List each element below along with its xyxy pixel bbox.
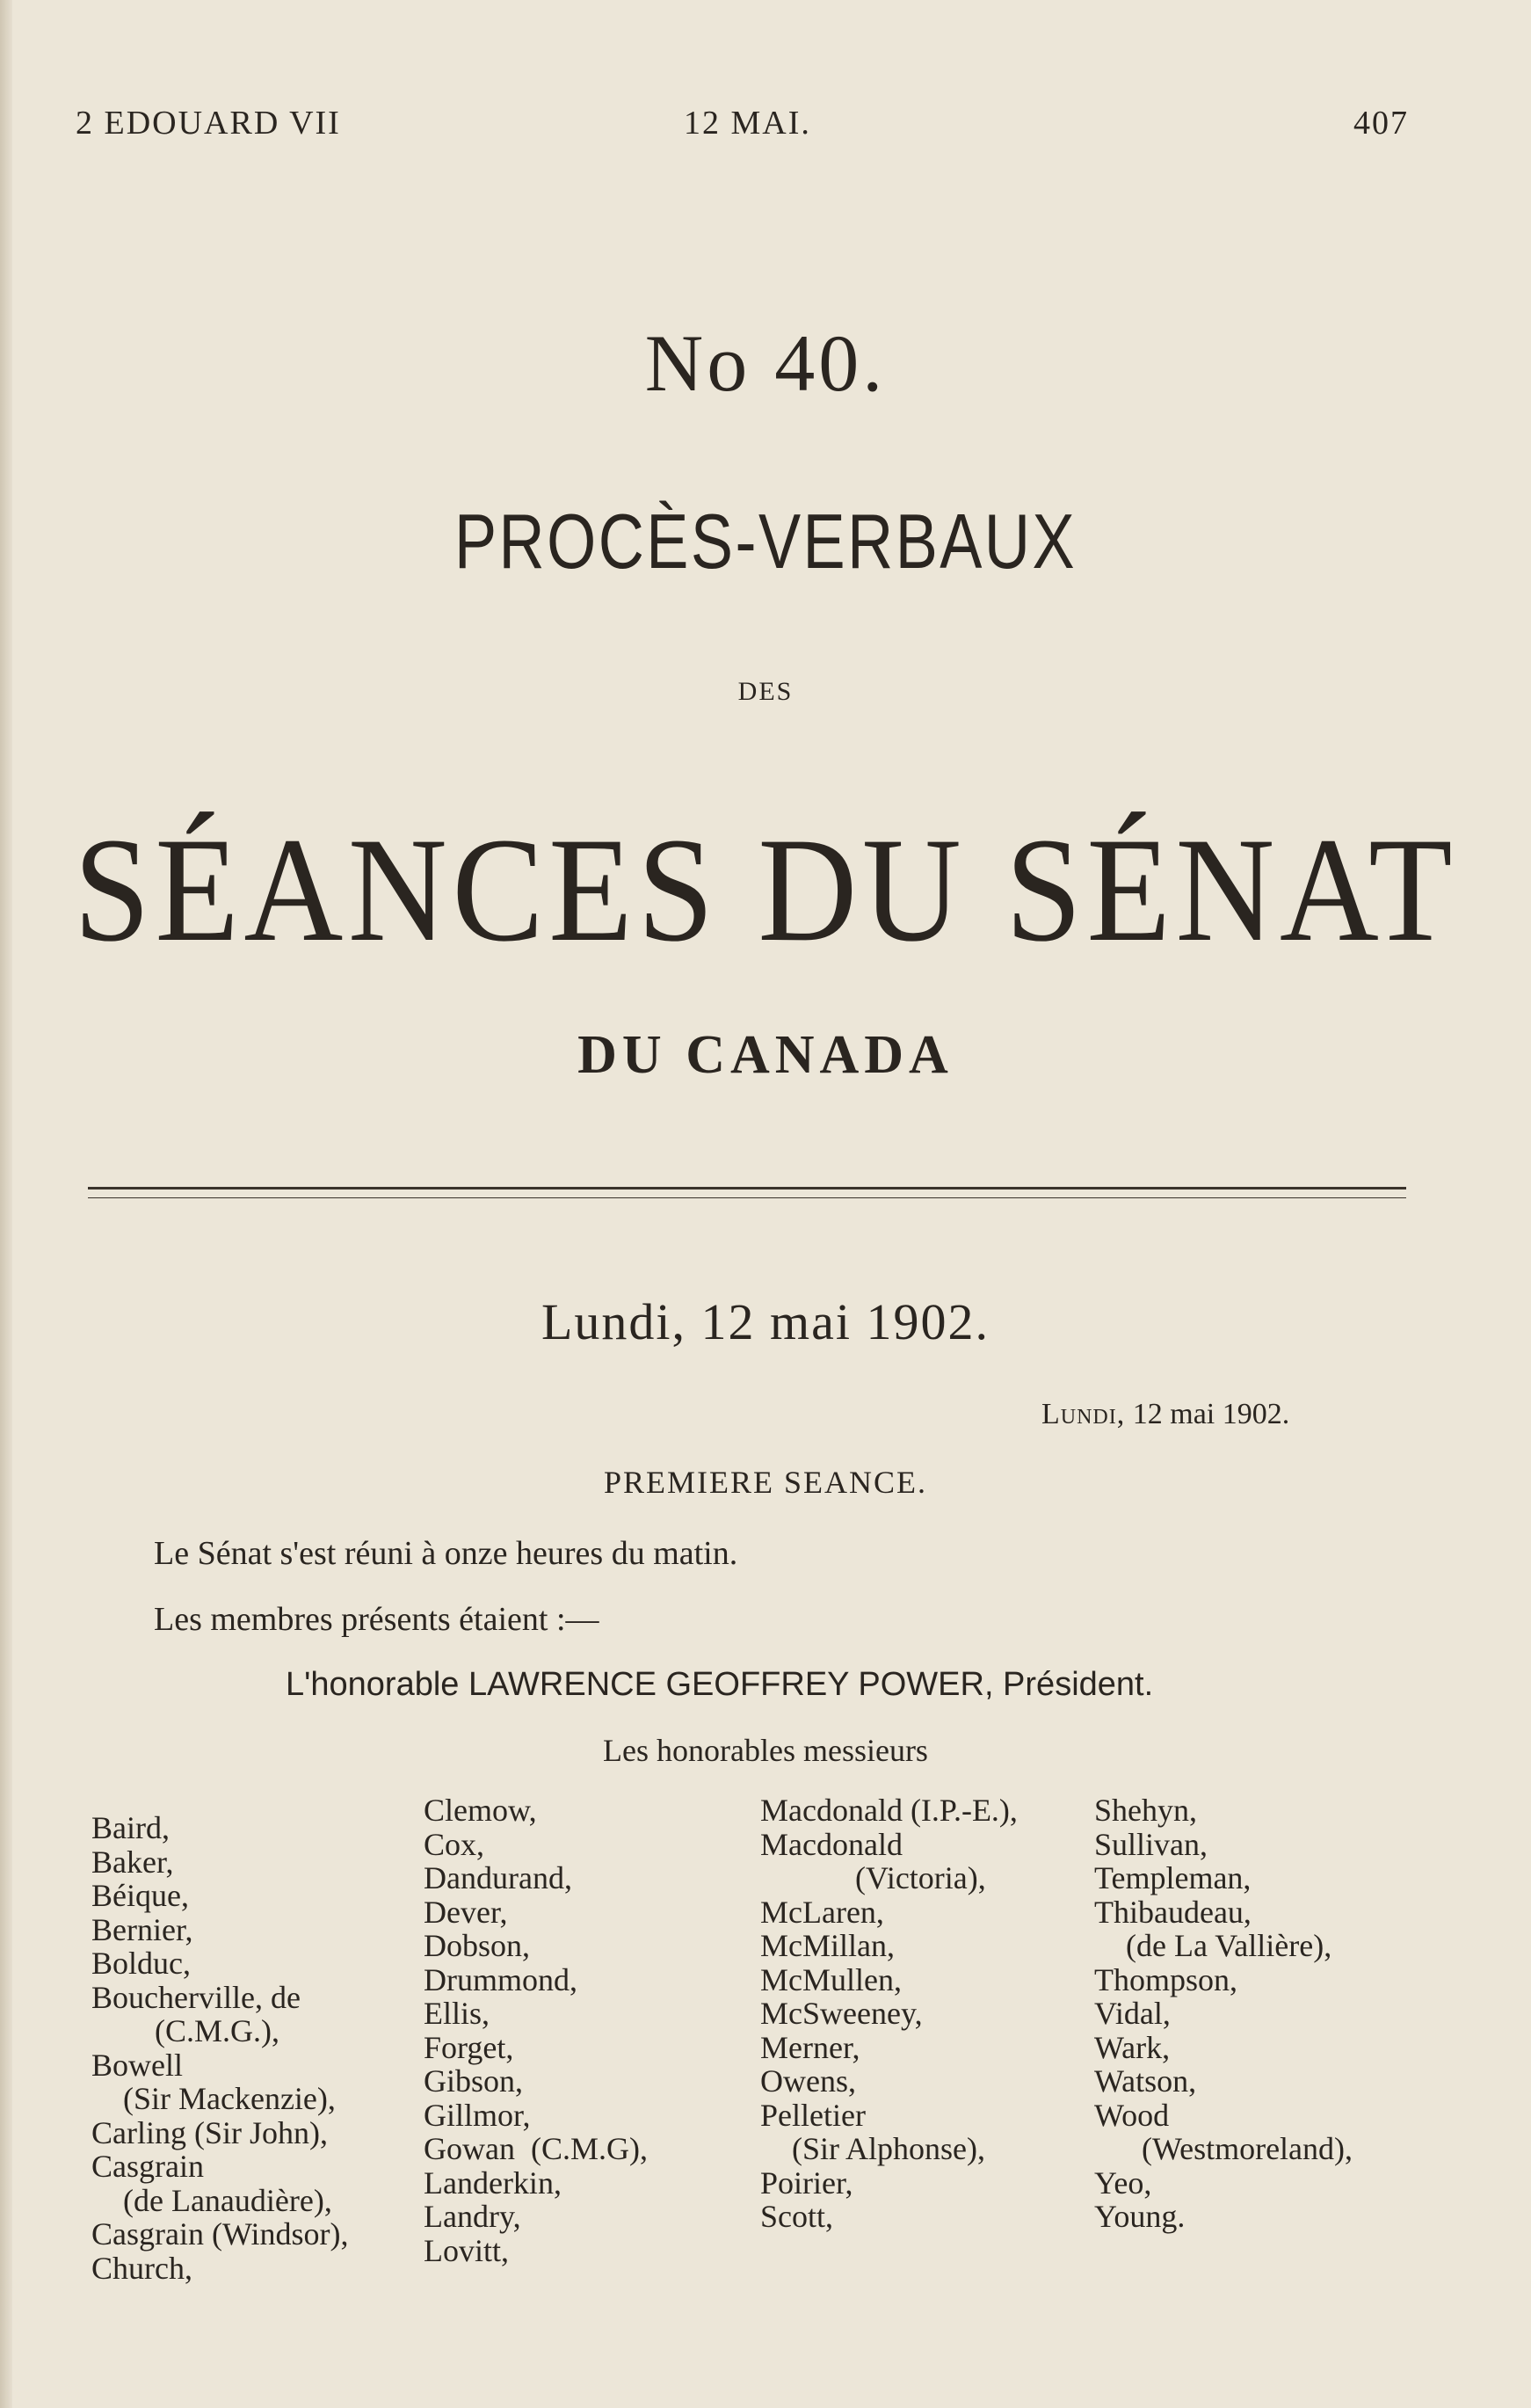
member-name: Sullivan, (1094, 1826, 1208, 1862)
member-name: Watson, (1094, 2063, 1197, 2099)
member-name: Gillmor, (424, 2097, 531, 2133)
member-name: Ellis, (424, 1996, 490, 2031)
issue-number: No 40. (644, 318, 887, 408)
member-name: Baker, (91, 1844, 174, 1880)
member-name: (de Lanaudière), (91, 2182, 332, 2218)
member-name: Lovitt, (424, 2232, 509, 2268)
member-name: Gibson, (424, 2063, 524, 2099)
member-name: McMillan, (760, 1928, 895, 1963)
member-name: Pelletier (760, 2097, 866, 2133)
member-name: (C.M.G.), (91, 2013, 279, 2048)
member-name: Yeo, (1094, 2164, 1152, 2201)
member-name: Thompson, (1094, 1961, 1238, 1997)
member-name: Bolduc, (91, 1946, 191, 1981)
member-name: Shehyn, (1094, 1793, 1197, 1828)
session-date-heading: Lundi, 12 mai 1902. (541, 1293, 990, 1350)
member-name: Forget, (424, 2029, 514, 2065)
divider-rule (88, 1187, 1406, 1189)
title-canada: DU CANADA (577, 1025, 954, 1085)
members-column-1 (91, 1811, 348, 2285)
member-name: Cox, (424, 1826, 485, 1862)
member-name: Bowell (91, 2047, 183, 2083)
date-day: Lundi, (1041, 1398, 1126, 1430)
member-name: Baird, (91, 1810, 170, 1845)
member-name: Young. (1094, 2199, 1186, 2234)
member-name: (Sir Mackenzie), (91, 2081, 336, 2116)
member-name: Casgrain (91, 2149, 204, 2184)
divider-rule-thin (88, 1197, 1406, 1198)
member-name: Boucherville, de (91, 1979, 301, 2015)
member-name: Church, (91, 2250, 192, 2286)
member-name: Dever, (424, 1894, 508, 1930)
member-name: (Victoria), (760, 1860, 986, 1895)
member-name: Wark, (1094, 2029, 1171, 2065)
member-name: Merner, (760, 2029, 860, 2065)
member-name: Vidal, (1094, 1996, 1171, 2031)
member-name: Gowan (C.M.G), (424, 2131, 648, 2166)
member-name: Dobson, (424, 1928, 531, 1963)
date-rest: 12 mai 1902. (1125, 1398, 1290, 1430)
member-name: Scott, (760, 2199, 834, 2234)
members-column-2 (424, 1793, 648, 2267)
member-name: Macdonald (I.P.-E.), (760, 1793, 1018, 1828)
members-column-3 (760, 1793, 1018, 2234)
session-date-line (1041, 1398, 1289, 1431)
member-name: Carling (Sir John), (91, 2114, 328, 2150)
page-number: 407 (1353, 105, 1409, 142)
member-name: Drummond, (424, 1961, 577, 1997)
opening-sentence: Le Sénat s'est réuni à onze heures du matin. (154, 1535, 738, 1572)
member-name: McSweeney, (760, 1996, 923, 2031)
members-intro: Les membres présents étaient :— (154, 1601, 599, 1638)
member-name: Dandurand, (424, 1860, 572, 1895)
title-des: DES (737, 677, 794, 706)
member-name: Bernier, (91, 1911, 193, 1947)
president-line: L'honorable LAWRENCE GEOFFREY POWER, Président. (286, 1666, 1154, 1703)
member-name: Landerkin, (424, 2164, 562, 2201)
member-name: McMullen, (760, 1961, 902, 1997)
member-name: Wood (1094, 2097, 1170, 2133)
member-name: Béique, (91, 1878, 189, 1913)
running-header-date: 12 MAI. (684, 105, 811, 142)
seance-heading: PREMIERE SEANCE. (603, 1465, 928, 1500)
members-column-4 (1094, 1793, 1353, 2234)
member-name: Thibaudeau, (1094, 1894, 1252, 1930)
running-header-left: 2 EDOUARD VII (76, 105, 341, 142)
member-name: Poirier, (760, 2164, 853, 2201)
member-name: (Sir Alphonse), (760, 2131, 985, 2166)
member-name: Templeman, (1094, 1860, 1252, 1895)
member-name: Owens, (760, 2063, 856, 2099)
title-seances: SÉANCES DU SÉNAT (73, 807, 1458, 972)
member-name: Macdonald (760, 1826, 903, 1862)
member-name: Casgrain (Windsor), (91, 2216, 349, 2252)
member-name: McLaren, (760, 1894, 884, 1930)
member-name: Landry, (424, 2199, 521, 2234)
member-name: (Westmoreland), (1094, 2131, 1353, 2166)
member-name: Clemow, (424, 1793, 537, 1828)
title-proces-verbaux: PROCÈS-VERBAUX (453, 498, 1078, 585)
member-name: (de La Vallière), (1094, 1928, 1332, 1963)
honorables-heading: Les honorables messieurs (603, 1733, 928, 1768)
